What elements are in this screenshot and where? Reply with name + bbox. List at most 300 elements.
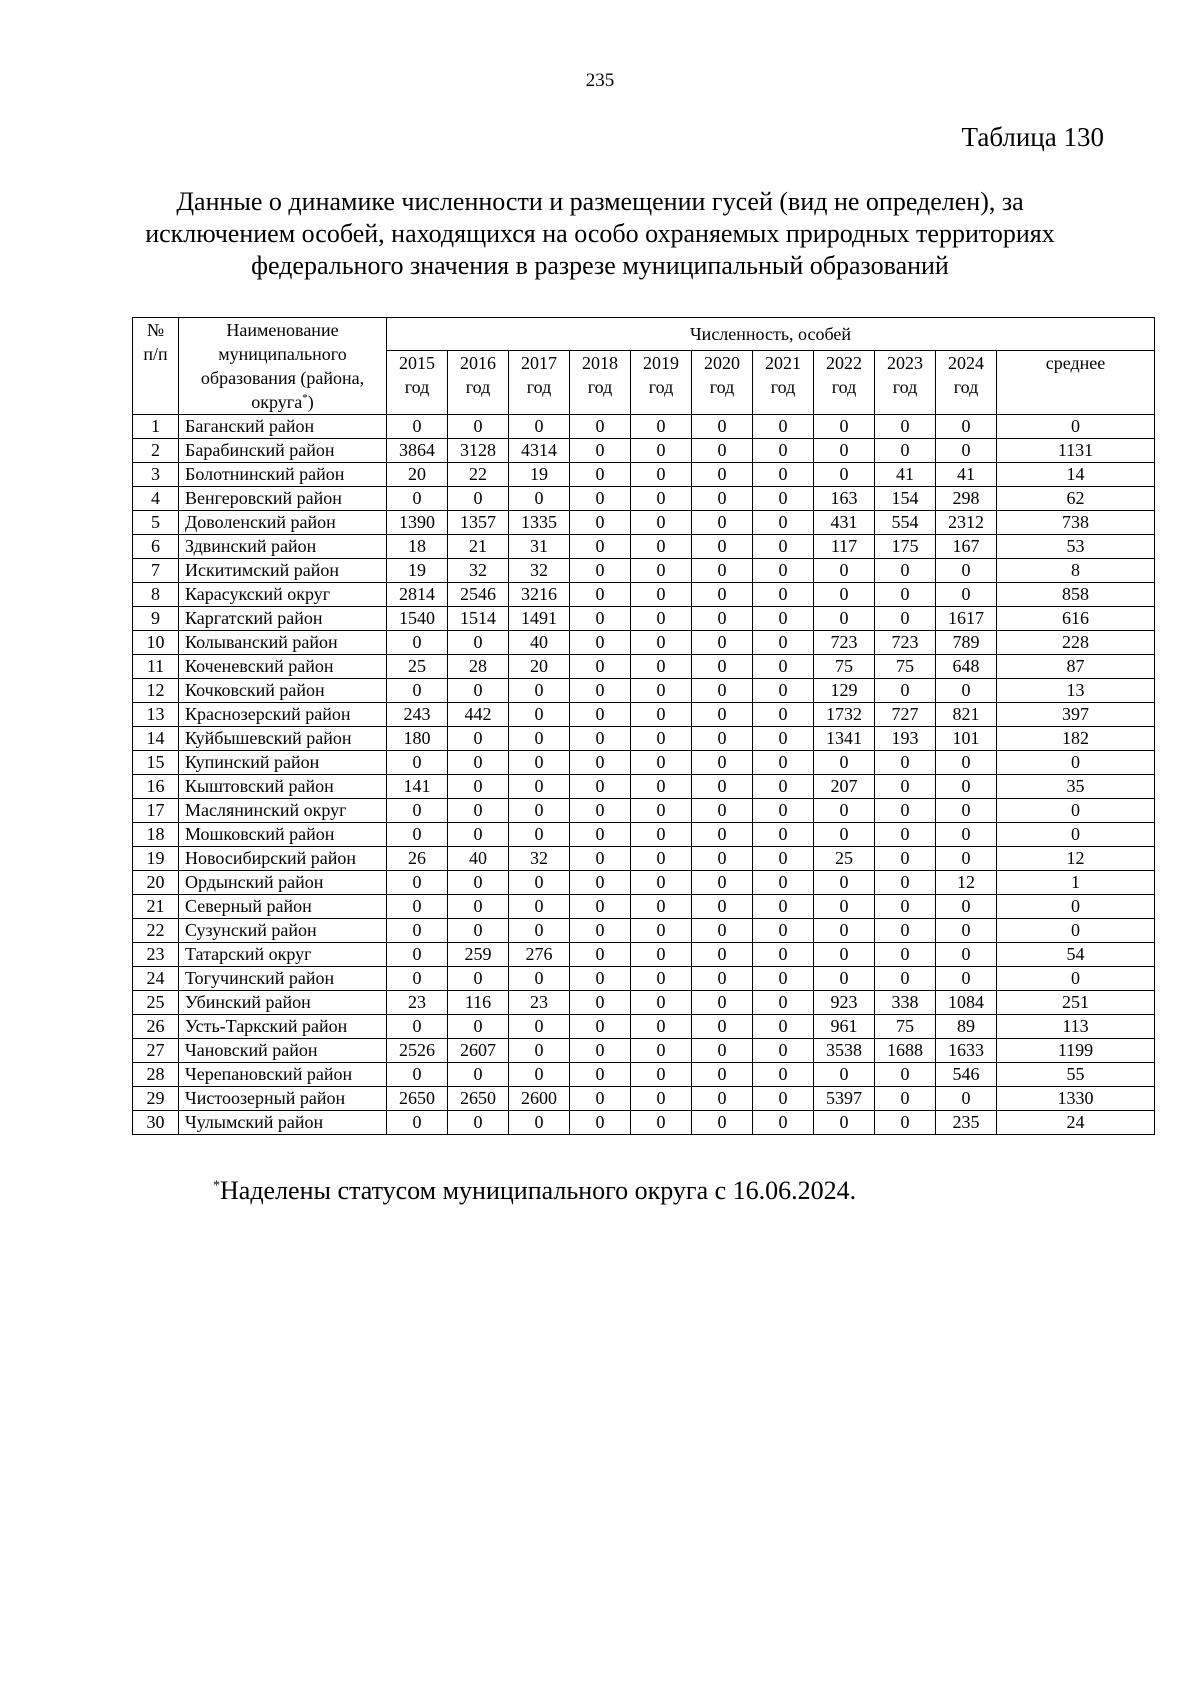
- count-2024: 235: [936, 1111, 997, 1135]
- count-2018: 0: [570, 847, 631, 871]
- header-year-value: 2017: [521, 352, 557, 373]
- count-average: 0: [997, 415, 1155, 439]
- count-2016: 0: [448, 919, 509, 943]
- header-municipality-word: округа: [251, 392, 303, 412]
- count-2023: 193: [875, 727, 936, 751]
- count-2022: 0: [814, 439, 875, 463]
- count-2019: 0: [631, 727, 692, 751]
- count-average: 228: [997, 631, 1155, 655]
- count-2022: 0: [814, 943, 875, 967]
- count-2022: 723: [814, 631, 875, 655]
- count-2018: 0: [570, 1039, 631, 1063]
- municipality-name: Усть-Таркский район: [179, 1015, 387, 1039]
- count-2015: 3864: [387, 439, 448, 463]
- count-2020: 0: [692, 991, 753, 1015]
- count-2021: 0: [753, 1015, 814, 1039]
- count-2024: 0: [936, 415, 997, 439]
- table-row: [133, 919, 1155, 943]
- count-2024: 0: [936, 847, 997, 871]
- count-2024: 89: [936, 1015, 997, 1039]
- count-2019: 0: [631, 679, 692, 703]
- count-2017: 0: [509, 703, 570, 727]
- count-average: 14: [997, 463, 1155, 487]
- count-2023: 0: [875, 1063, 936, 1087]
- count-2015: 0: [387, 919, 448, 943]
- count-2020: 0: [692, 919, 753, 943]
- municipality-name: Куйбышевский район: [179, 727, 387, 751]
- header-year-value: 2015: [399, 352, 435, 373]
- header-year: [631, 350, 692, 414]
- count-2019: 0: [631, 1015, 692, 1039]
- count-2022: 25: [814, 847, 875, 871]
- count-2021: 0: [753, 919, 814, 943]
- count-2021: 0: [753, 607, 814, 631]
- count-2018: 0: [570, 1015, 631, 1039]
- row-number: 8: [133, 583, 179, 607]
- count-2016: 0: [448, 727, 509, 751]
- count-2021: 0: [753, 967, 814, 991]
- count-2017: 19: [509, 463, 570, 487]
- count-2018: 0: [570, 559, 631, 583]
- count-2024: 0: [936, 823, 997, 847]
- count-2018: 0: [570, 919, 631, 943]
- count-2022: 0: [814, 823, 875, 847]
- count-2024: 0: [936, 679, 997, 703]
- count-2024: 0: [936, 559, 997, 583]
- count-2015: 18: [387, 535, 448, 559]
- count-2018: 0: [570, 463, 631, 487]
- count-average: 0: [997, 967, 1155, 991]
- count-2017: 0: [509, 1015, 570, 1039]
- count-2020: 0: [692, 1039, 753, 1063]
- footnote-marker: *: [213, 1178, 220, 1194]
- count-2015: 0: [387, 823, 448, 847]
- count-2022: 5397: [814, 1087, 875, 1111]
- count-2016: 0: [448, 679, 509, 703]
- header-year: [875, 350, 936, 414]
- count-2019: 0: [631, 967, 692, 991]
- count-2016: 40: [448, 847, 509, 871]
- count-2023: 727: [875, 703, 936, 727]
- count-2023: 0: [875, 1111, 936, 1135]
- count-2020: 0: [692, 967, 753, 991]
- count-2024: 648: [936, 655, 997, 679]
- municipality-name: Венгеровский район: [179, 487, 387, 511]
- table-title-line: федерального значения в разрезе муниципальный образований: [251, 251, 949, 280]
- count-average: 13: [997, 679, 1155, 703]
- count-2018: 0: [570, 655, 631, 679]
- count-2018: 0: [570, 751, 631, 775]
- count-2015: 0: [387, 679, 448, 703]
- table-row: [133, 511, 1155, 535]
- header-year-value: 2018: [582, 352, 618, 373]
- count-2021: 0: [753, 511, 814, 535]
- count-2018: 0: [570, 823, 631, 847]
- count-2019: 0: [631, 655, 692, 679]
- header-year-value: 2022: [826, 352, 862, 373]
- count-2020: 0: [692, 751, 753, 775]
- row-number: 4: [133, 487, 179, 511]
- count-2016: 116: [448, 991, 509, 1015]
- header-year: [814, 350, 875, 414]
- count-2020: 0: [692, 823, 753, 847]
- count-2019: 0: [631, 1111, 692, 1135]
- count-2017: 0: [509, 1111, 570, 1135]
- header-number-symbol: №: [146, 320, 165, 340]
- count-2015: 0: [387, 799, 448, 823]
- count-2018: 0: [570, 1087, 631, 1111]
- count-2019: 0: [631, 775, 692, 799]
- count-2016: 0: [448, 823, 509, 847]
- count-2022: 117: [814, 535, 875, 559]
- count-2021: 0: [753, 487, 814, 511]
- count-2024: 0: [936, 967, 997, 991]
- count-2022: 0: [814, 415, 875, 439]
- count-2021: 0: [753, 823, 814, 847]
- count-2017: 0: [509, 775, 570, 799]
- count-2024: 1084: [936, 991, 997, 1015]
- count-2022: 0: [814, 463, 875, 487]
- row-number: 18: [133, 823, 179, 847]
- count-2017: 2600: [509, 1087, 570, 1111]
- header-year: [753, 350, 814, 414]
- count-2022: 961: [814, 1015, 875, 1039]
- count-average: 24: [997, 1111, 1155, 1135]
- table-row: [133, 1063, 1155, 1087]
- count-2023: 0: [875, 775, 936, 799]
- header-year-value: 2019: [643, 352, 679, 373]
- count-2017: 0: [509, 415, 570, 439]
- count-average: 113: [997, 1015, 1155, 1039]
- row-number: 26: [133, 1015, 179, 1039]
- count-2015: 0: [387, 1015, 448, 1039]
- header-year-unit: год: [465, 376, 491, 397]
- count-2015: 180: [387, 727, 448, 751]
- count-2019: 0: [631, 847, 692, 871]
- row-number: 29: [133, 1087, 179, 1111]
- count-2019: 0: [631, 583, 692, 607]
- count-2020: 0: [692, 943, 753, 967]
- header-municipality-line: [181, 390, 384, 414]
- count-2022: 0: [814, 799, 875, 823]
- count-average: 35: [997, 775, 1155, 799]
- count-2021: 0: [753, 775, 814, 799]
- count-2017: 0: [509, 1039, 570, 1063]
- count-2016: 2650: [448, 1087, 509, 1111]
- header-average-label: среднее: [1045, 352, 1106, 373]
- row-number: 5: [133, 511, 179, 535]
- count-2016: 1357: [448, 511, 509, 535]
- count-2017: 0: [509, 967, 570, 991]
- count-2024: 0: [936, 943, 997, 967]
- count-2018: 0: [570, 487, 631, 511]
- count-2018: 0: [570, 415, 631, 439]
- municipality-name: Доволенский район: [179, 511, 387, 535]
- count-2019: 0: [631, 943, 692, 967]
- count-2016: 0: [448, 1063, 509, 1087]
- count-2017: 40: [509, 631, 570, 655]
- count-2015: 141: [387, 775, 448, 799]
- count-2015: 0: [387, 871, 448, 895]
- count-2015: 0: [387, 487, 448, 511]
- count-2019: 0: [631, 919, 692, 943]
- count-2018: 0: [570, 631, 631, 655]
- count-2019: 0: [631, 1087, 692, 1111]
- count-2016: 2546: [448, 583, 509, 607]
- row-number: 19: [133, 847, 179, 871]
- count-average: 87: [997, 655, 1155, 679]
- municipality-name: Чановский район: [179, 1039, 387, 1063]
- header-municipality: [179, 318, 387, 415]
- count-2022: 0: [814, 1111, 875, 1135]
- count-average: 1131: [997, 439, 1155, 463]
- count-2024: 0: [936, 895, 997, 919]
- count-2024: 0: [936, 439, 997, 463]
- count-2016: 3128: [448, 439, 509, 463]
- count-2017: 0: [509, 799, 570, 823]
- count-2018: 0: [570, 799, 631, 823]
- count-2017: 20: [509, 655, 570, 679]
- table-row: [133, 631, 1155, 655]
- count-2015: 2650: [387, 1087, 448, 1111]
- count-2024: 789: [936, 631, 997, 655]
- count-2017: 276: [509, 943, 570, 967]
- count-2021: 0: [753, 895, 814, 919]
- count-2019: 0: [631, 439, 692, 463]
- count-2021: 0: [753, 655, 814, 679]
- count-2021: 0: [753, 463, 814, 487]
- header-year-value: 2021: [765, 352, 801, 373]
- count-2018: 0: [570, 775, 631, 799]
- row-number: 2: [133, 439, 179, 463]
- count-2016: 21: [448, 535, 509, 559]
- count-2020: 0: [692, 487, 753, 511]
- municipality-name: Краснозерский район: [179, 703, 387, 727]
- municipality-name: Тогучинский район: [179, 967, 387, 991]
- count-average: 397: [997, 703, 1155, 727]
- municipality-name: Убинский район: [179, 991, 387, 1015]
- count-2020: 0: [692, 439, 753, 463]
- count-2020: 0: [692, 847, 753, 871]
- count-2021: 0: [753, 871, 814, 895]
- count-2023: 175: [875, 535, 936, 559]
- count-2023: 0: [875, 799, 936, 823]
- row-number: 1: [133, 415, 179, 439]
- count-2016: 442: [448, 703, 509, 727]
- count-2021: 0: [753, 1039, 814, 1063]
- footnote-text: Наделены статусом муниципального округа с 16.06.2024.: [220, 1176, 857, 1205]
- row-number: 27: [133, 1039, 179, 1063]
- row-number: 7: [133, 559, 179, 583]
- count-average: 0: [997, 799, 1155, 823]
- count-2023: 0: [875, 583, 936, 607]
- count-2020: 0: [692, 463, 753, 487]
- header-year: [387, 350, 448, 414]
- count-2023: 0: [875, 679, 936, 703]
- footnote-marker: *: [302, 392, 308, 404]
- count-2019: 0: [631, 463, 692, 487]
- count-2015: 23: [387, 991, 448, 1015]
- count-2016: 0: [448, 799, 509, 823]
- count-2023: 0: [875, 895, 936, 919]
- count-2019: 0: [631, 799, 692, 823]
- count-2016: 1514: [448, 607, 509, 631]
- count-2023: 338: [875, 991, 936, 1015]
- header-year-unit: год: [587, 376, 613, 397]
- header-count-group: Численность, особей: [387, 318, 1155, 351]
- count-2024: 0: [936, 799, 997, 823]
- row-number: 17: [133, 799, 179, 823]
- row-number: 25: [133, 991, 179, 1015]
- count-average: 616: [997, 607, 1155, 631]
- row-number: 13: [133, 703, 179, 727]
- count-average: 738: [997, 511, 1155, 535]
- municipality-name: Кыштовский район: [179, 775, 387, 799]
- count-2023: 0: [875, 1087, 936, 1111]
- municipality-name: Каргатский район: [179, 607, 387, 631]
- table-row: [133, 439, 1155, 463]
- municipality-name: Барабинский район: [179, 439, 387, 463]
- municipality-name: Коченевский район: [179, 655, 387, 679]
- count-2020: 0: [692, 415, 753, 439]
- count-2019: 0: [631, 559, 692, 583]
- count-2017: 0: [509, 823, 570, 847]
- count-2016: 0: [448, 967, 509, 991]
- count-2017: 0: [509, 727, 570, 751]
- count-2015: 0: [387, 967, 448, 991]
- municipality-name: Мошковский район: [179, 823, 387, 847]
- count-2017: 23: [509, 991, 570, 1015]
- count-2016: 0: [448, 631, 509, 655]
- count-2015: 0: [387, 415, 448, 439]
- page-number: 235: [585, 70, 615, 91]
- count-2019: 0: [631, 871, 692, 895]
- count-2020: 0: [692, 679, 753, 703]
- count-2017: 0: [509, 919, 570, 943]
- count-2019: 0: [631, 487, 692, 511]
- count-2019: 0: [631, 895, 692, 919]
- count-2015: 2814: [387, 583, 448, 607]
- table-label: Таблица 130: [961, 122, 1104, 152]
- municipality-name: Новосибирский район: [179, 847, 387, 871]
- count-2015: 0: [387, 631, 448, 655]
- count-2020: 0: [692, 559, 753, 583]
- count-2019: 0: [631, 535, 692, 559]
- count-2020: 0: [692, 1015, 753, 1039]
- table-row: [133, 727, 1155, 751]
- count-2018: 0: [570, 439, 631, 463]
- count-2018: 0: [570, 1063, 631, 1087]
- count-2019: 0: [631, 631, 692, 655]
- header-year: [692, 350, 753, 414]
- row-number: 9: [133, 607, 179, 631]
- header-number-abbrev: п/п: [143, 344, 168, 364]
- header-average: [997, 350, 1155, 414]
- count-average: 1199: [997, 1039, 1155, 1063]
- header-municipality-line: муниципального: [218, 344, 347, 364]
- row-number: 30: [133, 1111, 179, 1135]
- count-2020: 0: [692, 583, 753, 607]
- count-average: 0: [997, 751, 1155, 775]
- count-2022: 0: [814, 895, 875, 919]
- table-row: [133, 1111, 1155, 1135]
- count-2017: 0: [509, 679, 570, 703]
- count-2023: 154: [875, 487, 936, 511]
- count-2015: 1540: [387, 607, 448, 631]
- table-title-line: исключением особей, находящихся на особо охраняемых природных территориях: [145, 219, 1055, 248]
- count-2017: 0: [509, 895, 570, 919]
- count-2021: 0: [753, 943, 814, 967]
- count-2024: 546: [936, 1063, 997, 1087]
- count-2022: 75: [814, 655, 875, 679]
- table-row: [133, 1087, 1155, 1111]
- count-2023: 41: [875, 463, 936, 487]
- count-2019: 0: [631, 1063, 692, 1087]
- municipality-name: Чулымский район: [179, 1111, 387, 1135]
- count-2021: 0: [753, 799, 814, 823]
- count-2018: 0: [570, 967, 631, 991]
- header-number: [133, 318, 179, 415]
- table-row: [133, 679, 1155, 703]
- table-title: [130, 186, 1070, 282]
- count-2015: 19: [387, 559, 448, 583]
- count-2023: 0: [875, 871, 936, 895]
- count-2017: 3216: [509, 583, 570, 607]
- table-row: [133, 655, 1155, 679]
- count-2022: 0: [814, 751, 875, 775]
- count-average: 0: [997, 823, 1155, 847]
- table-row: [133, 799, 1155, 823]
- row-number: 24: [133, 967, 179, 991]
- count-2021: 0: [753, 679, 814, 703]
- count-2024: 1617: [936, 607, 997, 631]
- table-row: [133, 463, 1155, 487]
- header-municipality-line: образования (района,: [200, 368, 365, 388]
- header-year-unit: год: [770, 376, 796, 397]
- header-year-unit: год: [831, 376, 857, 397]
- header-year-unit: год: [892, 376, 918, 397]
- count-2023: 723: [875, 631, 936, 655]
- count-average: 55: [997, 1063, 1155, 1087]
- count-2017: 0: [509, 487, 570, 511]
- header-year-value: 2024: [948, 352, 984, 373]
- count-2018: 0: [570, 511, 631, 535]
- count-average: 1330: [997, 1087, 1155, 1111]
- count-2018: 0: [570, 871, 631, 895]
- municipality-name: Кочковский район: [179, 679, 387, 703]
- count-2016: 0: [448, 1111, 509, 1135]
- count-2022: 0: [814, 607, 875, 631]
- table-row: [133, 1039, 1155, 1063]
- count-average: 251: [997, 991, 1155, 1015]
- municipality-name: Ордынский район: [179, 871, 387, 895]
- municipality-name: Баганский район: [179, 415, 387, 439]
- count-average: 8: [997, 559, 1155, 583]
- count-2024: 298: [936, 487, 997, 511]
- count-2018: 0: [570, 727, 631, 751]
- count-2021: 0: [753, 1063, 814, 1087]
- count-average: 1: [997, 871, 1155, 895]
- count-2015: 1390: [387, 511, 448, 535]
- count-2019: 0: [631, 991, 692, 1015]
- count-2024: 0: [936, 583, 997, 607]
- count-2017: 0: [509, 1063, 570, 1087]
- table-row: [133, 559, 1155, 583]
- count-2024: 0: [936, 919, 997, 943]
- count-2015: 2526: [387, 1039, 448, 1063]
- municipality-name: Татарский округ: [179, 943, 387, 967]
- count-2019: 0: [631, 415, 692, 439]
